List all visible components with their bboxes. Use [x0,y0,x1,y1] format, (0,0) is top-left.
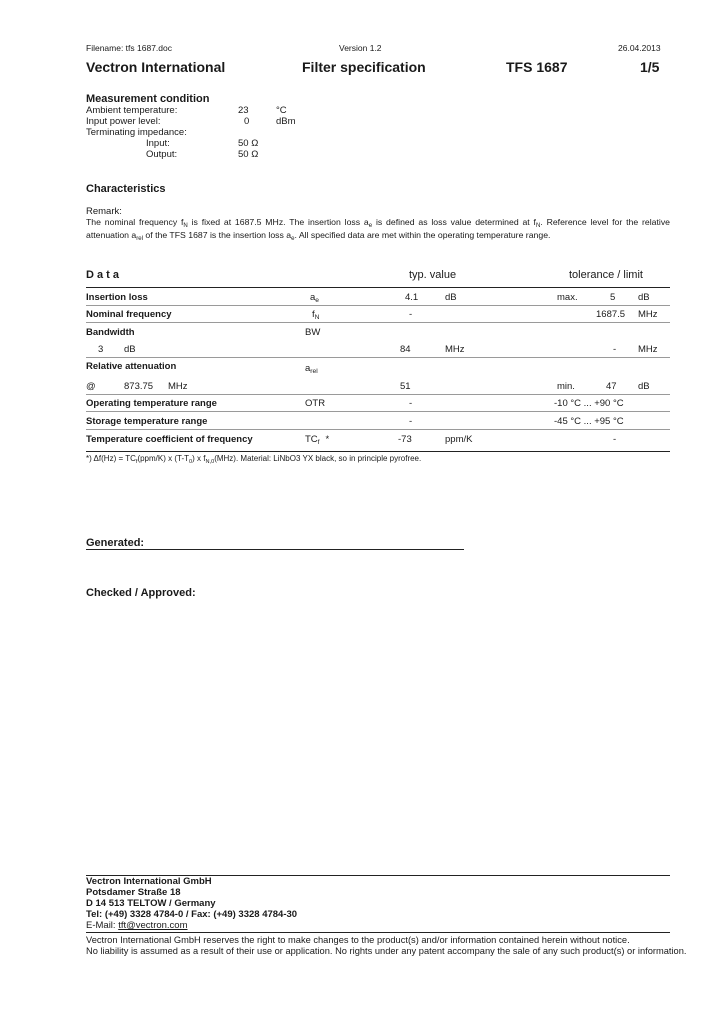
table-col-data: D a t a [86,269,120,281]
row-tcf-typ: -73 [398,434,412,445]
footer-company: Vectron International GmbH [86,876,212,887]
impedance-label: Terminating impedance: [86,127,187,138]
row-relatt-freq: 873.75 [124,381,154,392]
checked-label: Checked / Approved: [86,587,196,599]
table-col-tol: tolerance / limit [569,269,643,281]
row-insertion-label: Insertion loss [86,292,148,303]
row-rule [86,357,670,358]
filename: Filename: tfs 1687.doc [86,43,172,53]
row-relatt-lim-pre: min. [557,381,575,392]
table-bottom-rule [86,451,670,452]
characteristics-heading: Characteristics [86,183,166,195]
footer-email-row [86,920,188,931]
page-number: 1/5 [640,59,660,75]
row-storage-lim: -45 °C ... +95 °C [554,416,624,427]
table-header-rule [86,287,670,288]
output-label: Output: [146,149,178,160]
company-title: Vectron International [86,59,226,75]
row-bandwidth-typ: 84 [400,344,411,355]
remark-label: Remark: [86,206,122,217]
ambient-label: Ambient temperature: [86,105,178,116]
row-insertion-typ: 4.1 [405,292,419,303]
row-nominal-label: Nominal frequency [86,309,172,320]
row-tcf-typ-unit: ppm/K [445,434,473,445]
row-bandwidth-label: Bandwidth [86,327,135,338]
row-insertion-lim-pre: max. [557,292,578,303]
power-unit: dBm [276,116,296,127]
version: Version 1.2 [339,43,382,53]
row-relatt-typ: 51 [400,381,411,392]
table-footnote: *) $\Delta f(Hz) = TC_f(ppm/K)$ x $(T-T_0)$ x $f_{N,0}(MHz)$. Material: LiNbO3 YX black, so in principle pyrofree. [86,454,422,465]
row-rule [86,394,670,395]
ambient-unit: °C [276,105,287,116]
generated-signature-line [86,549,464,550]
row-otr-symbol: OTR [305,398,326,409]
row-bandwidth-typ-unit: MHz [445,344,465,355]
footer-street: Potsdamer Straße 18 [86,887,181,898]
row-bandwidth-level-unit: dB [124,344,136,355]
row-nominal-typ: - [409,309,413,320]
ambient-value: 23 [238,105,249,116]
row-storage-label: Storage temperature range [86,416,208,427]
row-insertion-lim-unit: dB [638,292,650,303]
row-bandwidth-lim-unit: MHz [638,344,658,355]
document-title: Filter specification [302,59,426,75]
footer-rule-2 [86,932,670,933]
input-value: 50 Ω [238,138,259,149]
footer-phone: Tel: (+49) 3328 4784-0 / Fax: (+49) 3328 4784-30 [86,909,298,920]
row-insertion-lim-val: 5 [610,292,616,303]
row-tcf-symbol: $TC_f$ * [305,434,330,446]
row-otr-typ: - [409,398,413,409]
footer-email-link[interactable]: tft@vectron.com [118,920,188,931]
row-rule [86,411,670,412]
footer-disclaimer-2: No liability is assumed as a result of their use or application. No rights under any patent accompany the sale of any such product(s) or information. [86,946,687,956]
row-tcf-label: Temperature coefficient of frequency [86,434,253,445]
row-rule [86,322,670,323]
remark-line-2: attenuation $a_{rel}$ of the TFS 1687 is the insertion loss $a_e$. All specified data are met within the operating temperature range. [86,230,551,242]
row-bandwidth-symbol: BW [305,327,321,338]
row-otr-label: Operating temperature range [86,398,217,409]
row-relatt-label: Relative attenuation [86,361,177,372]
doc-date: 26.04.2013 [618,43,661,53]
measurement-heading: Measurement condition [86,93,210,105]
row-relatt-lim-val: 47 [606,381,617,392]
footer-email-label: E-Mail: [86,920,116,931]
row-nominal-lim-unit: MHz [638,309,658,320]
input-label: Input: [146,138,170,149]
row-relatt-lim-unit: dB [638,381,650,392]
row-insertion-symbol: $a_e$ [310,292,319,304]
row-relatt-symbol: $a_{rel}$ [305,363,318,375]
power-value: 0 [244,116,250,127]
row-rule [86,429,670,430]
row-relatt-at: @ [86,381,96,392]
remark-line-1: The nominal frequency $f_N$ is fixed at 1687.5 MHz. The insertion loss $a_e$ is defined as loss value determined at $f_N$. Reference level for the relative [86,217,670,229]
row-tcf-lim: - [613,434,617,445]
row-nominal-symbol: $f_N$ [312,309,320,321]
row-otr-lim: -10 °C ... +90 °C [554,398,624,409]
table-col-typ: typ. value [409,269,457,281]
row-insertion-typ-unit: dB [445,292,457,303]
generated-label: Generated: [86,537,145,549]
footer-city: D 14 513 TELTOW / Germany [86,898,216,909]
row-relatt-freq-unit: MHz [168,381,188,392]
row-nominal-lim-val: 1687.5 [596,309,626,320]
part-number: TFS 1687 [506,59,568,75]
row-storage-typ: - [409,416,413,427]
row-bandwidth-level: 3 [98,344,104,355]
footer-disclaimer-1: Vectron International GmbH reserves the right to make changes to the product(s) and/or information contained herein without notice. [86,935,630,945]
row-rule [86,305,670,306]
row-bandwidth-lim-val: - [613,344,617,355]
output-value: 50 Ω [238,149,259,160]
power-label: Input power level: [86,116,161,127]
